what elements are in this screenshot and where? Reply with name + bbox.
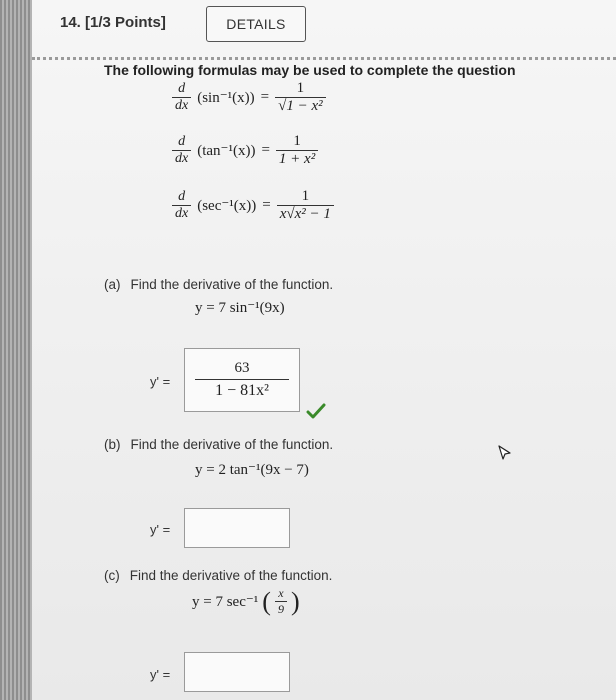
formula-function: (sec⁻¹(x)) — [197, 198, 257, 214]
background-strip — [0, 0, 32, 700]
part-a-prompt: (a) Find the derivative of the function. — [104, 277, 334, 292]
formula-arcsin: $\frac{d}{dx}$ (sin⁻¹(x)) = $\frac{1}{\text{√1 − x²}}$ — [172, 80, 326, 115]
intro-text: The following formulas may be used to complete the question — [104, 62, 516, 78]
divider — [32, 57, 616, 60]
formula-function: (tan⁻¹(x)) — [197, 143, 256, 159]
cursor-icon — [498, 445, 512, 461]
part-b-prompt: (b) Find the derivative of the function. — [104, 437, 334, 452]
question-number: 14. — [60, 14, 81, 31]
question-card — [32, 0, 616, 700]
part-a-yprime-label: y' = — [150, 374, 171, 389]
part-b-yprime-label: y' = — [150, 522, 171, 537]
formula-function: (sin⁻¹(x)) — [197, 90, 255, 106]
part-a-function: y = 7 sin⁻¹(9x) — [195, 300, 285, 316]
formula-arctan: $\frac{d}{dx}$ (tan⁻¹(x)) = $\frac{1}{\text{1 + x²}}$ — [172, 133, 318, 168]
part-b-function: y = 2 tan⁻¹(9x − 7) — [195, 462, 309, 478]
part-c-prompt: (c) Find the derivative of the function. — [104, 568, 333, 583]
points-label: [1/3 Points] — [85, 14, 166, 31]
part-b-answer-input[interactable] — [184, 508, 290, 548]
question-header — [60, 14, 166, 31]
part-a-answer-box[interactable]: 63 1 − 81x² — [184, 348, 300, 412]
part-c-function: y = 7 sec⁻¹ ( $\frac{x}{9}$ ) — [192, 586, 300, 616]
part-c-answer-input[interactable] — [184, 652, 290, 692]
check-icon — [306, 403, 326, 419]
details-button[interactable]: DETAILS — [206, 6, 306, 42]
formula-arcsec: $\frac{d}{dx}$ (sec⁻¹(x)) = $\frac{1}{\text{x√x² − 1}}$ — [172, 188, 334, 223]
part-c-yprime-label: y' = — [150, 667, 171, 682]
